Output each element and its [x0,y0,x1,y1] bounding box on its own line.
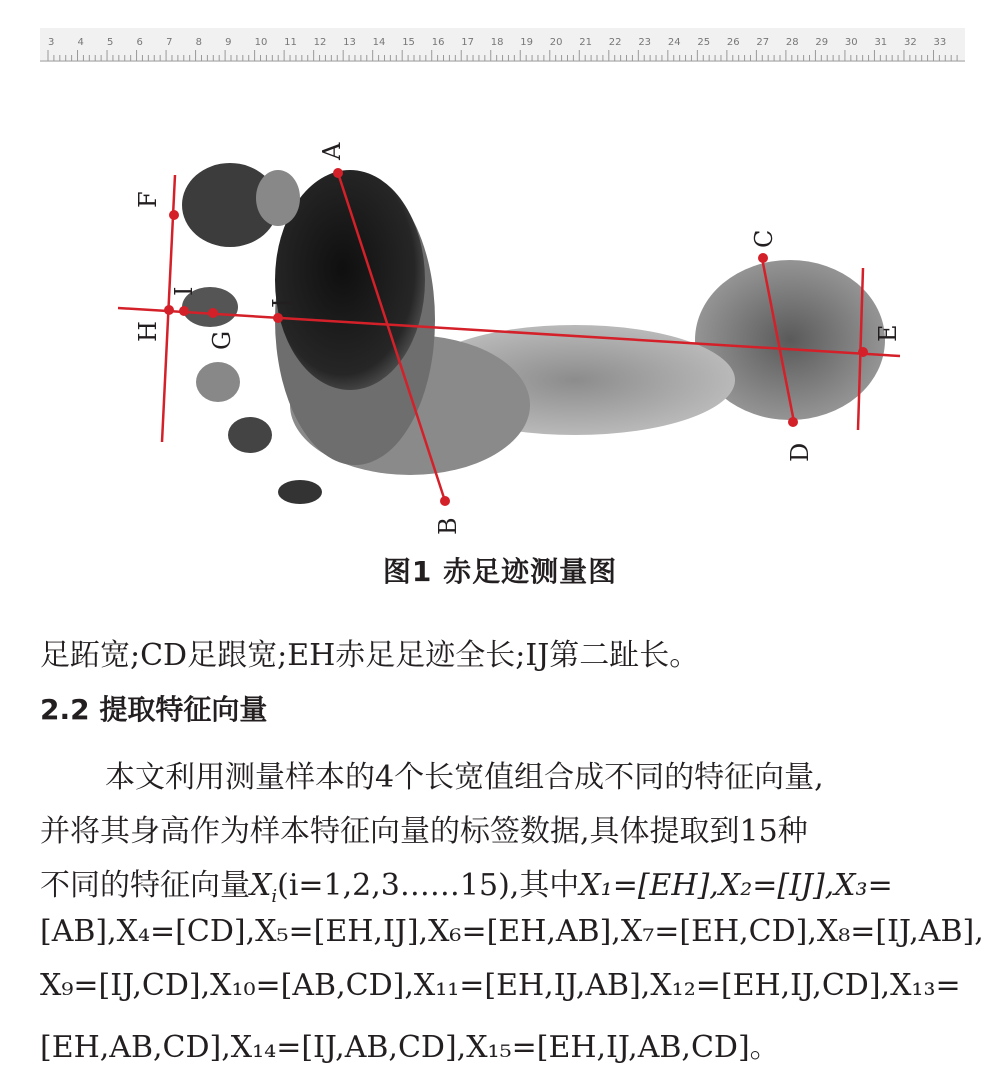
label-j: J [268,298,296,308]
ruler-label: 24 [667,37,681,48]
ruler-label: 11 [284,37,297,48]
ruler-label: 18 [490,37,504,48]
label-b: B [434,517,462,535]
ruler-label: 25 [697,37,711,48]
label-i: I [170,286,198,296]
paragraph-line: [EH,AB,CD],X₁₄=[IJ,AB,CD],X₁₅=[EH,IJ,AB,CD]。 [40,1030,780,1065]
variable-x: X [250,868,272,903]
ruler-label: 21 [579,37,593,48]
ruler-label: 27 [756,37,770,48]
label-h: H [134,321,162,342]
point-d [788,417,798,427]
paragraph-line [40,860,975,907]
label-c: C [750,229,778,248]
text-run: (i=1,2,3……15),其中 [277,868,580,903]
ruler-label: 23 [638,37,652,48]
ruler-label: 5 [107,37,114,48]
ruler-label: 19 [520,37,533,48]
paragraph-line: 足跖宽;CD足跟宽;EH赤足足迹全长;IJ第二趾长。 [40,638,700,673]
point-g [208,308,218,318]
ruler-label: 4 [77,37,84,48]
point-j [273,313,283,323]
third-toe-print [196,362,240,402]
label-d: D [786,442,814,462]
paragraph-line: 并将其身高作为样本特征向量的标签数据,具体提取到15种 [40,814,808,849]
point-c [758,253,768,263]
ruler-label: 16 [431,37,445,48]
section-heading: 2.2 提取特征向量 [40,693,268,726]
ruler-label: 9 [225,37,232,48]
ruler-label: 10 [254,37,268,48]
ruler-label: 3 [48,37,55,48]
ruler-label: 7 [166,37,173,48]
ruler-label: 8 [195,37,202,48]
fourth-toe-print [228,417,272,453]
ruler-label: 26 [726,37,740,48]
ruler-label: 6 [136,37,143,48]
ruler-label: 28 [785,37,799,48]
paragraph-line: X₉=[IJ,CD],X₁₀=[AB,CD],X₁₁=[EH,IJ,AB],X₁₂=[EH,IJ,CD],X₁₃= [40,968,961,1003]
ruler-label: 22 [608,37,622,48]
figure-caption: 图1 赤足迹测量图 [382,555,618,588]
text-run: 不同的特征向量 [40,868,250,903]
ruler-label: 32 [903,37,917,48]
toe-print [256,170,300,226]
label-a: A [318,142,346,160]
ruler-label: 13 [343,37,356,48]
variable-subscript: i [271,886,278,907]
ruler-label: 17 [461,37,474,48]
point-h [164,305,174,315]
fifth-toe-print [278,480,322,504]
ruler-label: 30 [844,37,858,48]
label-g: G [208,330,236,350]
label-e: E [874,324,902,342]
ruler-label: 20 [549,37,563,48]
point-e [858,347,868,357]
point-b [440,496,450,506]
point-a [333,168,343,178]
ruler-label: 12 [313,37,327,48]
point-f [169,210,179,220]
point-i [179,306,189,316]
ruler-label: 29 [815,37,829,48]
ruler-label: 15 [402,37,415,48]
paragraph-line: 本文利用测量样本的4个长宽值组合成不同的特征向量, [105,760,824,795]
measuring-ruler [40,28,965,68]
label-f: F [134,191,162,208]
ruler-label: 14 [372,37,386,48]
text-run: X₁=[EH],X₂=[IJ],X₃= [579,868,893,903]
paragraph-line: [AB],X₄=[CD],X₅=[EH,IJ],X₆=[EH,AB],X₇=[EH,CD],X₈=[IJ,AB], [40,914,984,949]
ruler-label: 33 [933,37,947,48]
ruler-label: 31 [874,37,888,48]
footprint-figure [100,120,920,550]
